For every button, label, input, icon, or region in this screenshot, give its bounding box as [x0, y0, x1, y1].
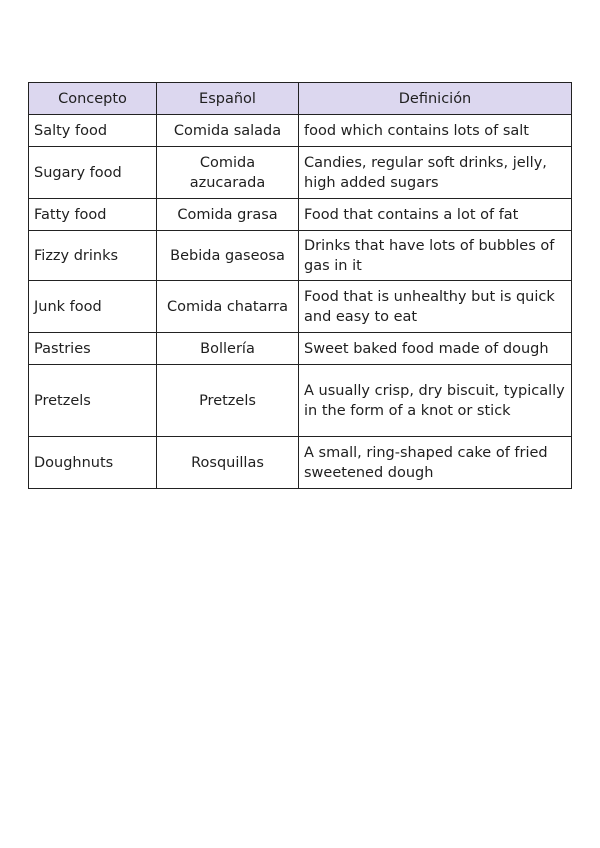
header-espanol: Español — [157, 83, 299, 115]
spanish-cell: Comida grasa — [157, 199, 299, 231]
table-row — [29, 281, 572, 333]
spanish-cell: Rosquillas — [157, 437, 299, 489]
header-concepto: Concepto — [29, 83, 157, 115]
table-row — [29, 199, 572, 231]
concept-cell: Sugary food — [29, 147, 157, 199]
header-definicion: Definición — [299, 83, 572, 115]
table-header-row — [29, 83, 572, 115]
concept-cell: Pastries — [29, 333, 157, 365]
table-row — [29, 115, 572, 147]
definition-cell: food which contains lots of salt — [299, 115, 572, 147]
concept-cell: Fizzy drinks — [29, 231, 157, 281]
definition-cell: A small, ring-shaped cake of fried sweetened dough — [299, 437, 572, 489]
table-row — [29, 231, 572, 281]
vocabulary-table — [28, 82, 572, 489]
spanish-cell: Bebida gaseosa — [157, 231, 299, 281]
definition-cell: Sweet baked food made of dough — [299, 333, 572, 365]
spanish-cell: Comida salada — [157, 115, 299, 147]
concept-cell: Fatty food — [29, 199, 157, 231]
definition-cell: Food that contains a lot of fat — [299, 199, 572, 231]
concept-cell: Junk food — [29, 281, 157, 333]
spanish-cell: Comida chatarra — [157, 281, 299, 333]
table-row — [29, 365, 572, 437]
spanish-cell: Pretzels — [157, 365, 299, 437]
concept-cell: Pretzels — [29, 365, 157, 437]
table-row — [29, 147, 572, 199]
table-row — [29, 333, 572, 365]
definition-cell: Food that is unhealthy but is quick and easy to eat — [299, 281, 572, 333]
definition-cell: Drinks that have lots of bubbles of gas in it — [299, 231, 572, 281]
concept-cell: Salty food — [29, 115, 157, 147]
table-row — [29, 437, 572, 489]
definition-cell: Candies, regular soft drinks, jelly, high added sugars — [299, 147, 572, 199]
definition-cell: A usually crisp, dry biscuit, typically in the form of a knot or stick — [299, 365, 572, 437]
spanish-cell: Bollería — [157, 333, 299, 365]
spanish-cell: Comida azucarada — [157, 147, 299, 199]
concept-cell: Doughnuts — [29, 437, 157, 489]
